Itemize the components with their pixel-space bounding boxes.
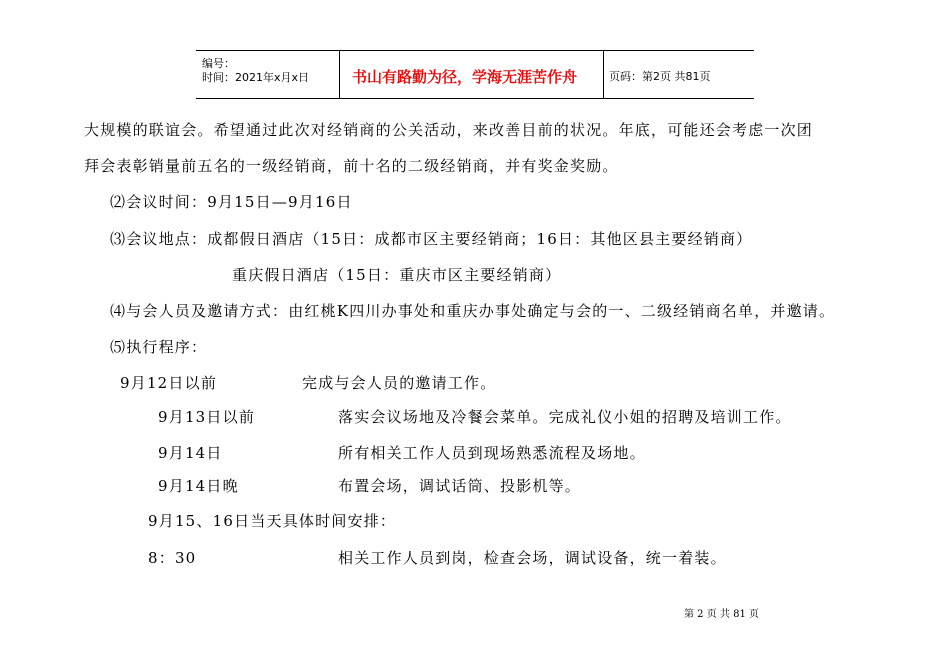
- item-meeting-venue-cont: 重庆假日酒店（15日：重庆市区主要经销商）: [232, 266, 562, 284]
- schedule-task: 布置会场，调试话筒、投影机等。: [338, 477, 582, 495]
- schedule-task: 落实会议场地及冷餐会菜单。完成礼仪小姐的招聘及培训工作。: [338, 408, 792, 426]
- header-meta-cell: [196, 51, 339, 98]
- day-schedule-title: 9月15、16日当天具体时间安排：: [148, 512, 397, 530]
- number-label: 编号：: [202, 57, 235, 70]
- header-motto-cell: [339, 51, 604, 98]
- item-meeting-venue: ⑶会议地点：成都假日酒店（15日：成都市区主要经销商；16日：其他区县主要经销商）: [110, 230, 753, 248]
- page-footer: 第 2 页 共 81 页: [684, 609, 759, 620]
- document-header: [196, 50, 754, 99]
- item-meeting-time: ⑵会议时间：9月15日—9月16日: [110, 193, 353, 211]
- item-attendees: ⑷与会人员及邀请方式：由红桃K四川办事处和重庆办事处确定与会的一、二级经销商名单，并邀请。: [110, 302, 836, 320]
- schedule-time: 8：30: [148, 549, 197, 567]
- date-label: 时间：2021年x月x日: [202, 71, 310, 84]
- schedule-time: 9月14日晚: [158, 477, 239, 495]
- paragraph-line: 拜会表彰销量前五名的一级经销商，前十名的二级经销商，并有奖金奖励。: [84, 157, 619, 175]
- schedule-time: 9月13日以前: [158, 408, 256, 426]
- schedule-task: 所有相关工作人员到现场熟悉流程及场地。: [338, 444, 646, 462]
- page-code: 页码：第2页 共81页: [609, 70, 711, 83]
- header-page-cell: [603, 51, 753, 98]
- schedule-task: 完成与会人员的邀请工作。: [302, 374, 497, 392]
- schedule-task: 相关工作人员到岗，检查会场，调试设备，统一着装。: [338, 549, 727, 567]
- item-procedure: ⑸执行程序：: [110, 338, 208, 356]
- motto-text: 书山有路勤为径，学海无涯苦作舟: [352, 68, 578, 86]
- paragraph-line: 大规模的联谊会。希望通过此次对经销商的公关活动，来改善目前的状况。年底，可能还会考虑一次团: [84, 121, 814, 139]
- schedule-time: 9月14日: [158, 444, 223, 462]
- schedule-time: 9月12日以前: [120, 374, 218, 392]
